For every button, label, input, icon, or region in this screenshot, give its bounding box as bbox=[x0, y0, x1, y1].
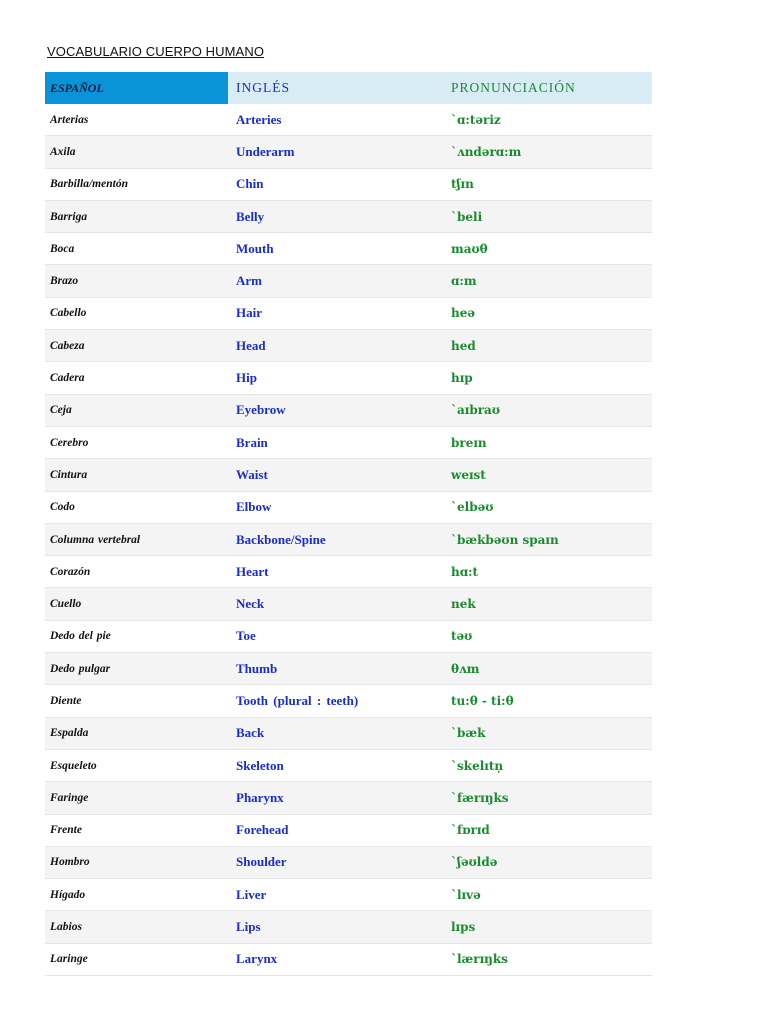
pronunciation: ˋfærɪŋks bbox=[441, 782, 652, 814]
pronunciation: hɪp bbox=[441, 362, 652, 394]
pronunciation: breɪn bbox=[441, 426, 652, 458]
spanish-word: Cuello bbox=[45, 588, 228, 620]
english-word: Neck bbox=[228, 588, 441, 620]
english-word: Skeleton bbox=[228, 749, 441, 781]
table-row bbox=[45, 136, 652, 168]
pronunciation: θʌm bbox=[441, 653, 652, 685]
spanish-word: Hombro bbox=[45, 846, 228, 878]
english-word: Brain bbox=[228, 426, 441, 458]
spanish-word: Cadera bbox=[45, 362, 228, 394]
pronunciation: hɑ:t bbox=[441, 556, 652, 588]
header-spanish: ESPAÑOL bbox=[45, 72, 228, 104]
pronunciation: ˋskelɪtn̩ bbox=[441, 749, 652, 781]
table-row bbox=[45, 491, 652, 523]
english-word: Shoulder bbox=[228, 846, 441, 878]
pronunciation: ˋlærɪŋks bbox=[441, 943, 652, 975]
pronunciation: tu:θ - ti:θ bbox=[441, 685, 652, 717]
pronunciation: ˋɑ:təriz bbox=[441, 104, 652, 136]
table-body bbox=[45, 104, 652, 976]
document-title: VOCABULARIO CUERPO HUMANO bbox=[47, 44, 265, 59]
pronunciation: lɪps bbox=[441, 911, 652, 943]
english-word: Forehead bbox=[228, 814, 441, 846]
pronunciation: weɪst bbox=[441, 459, 652, 491]
english-word: Arm bbox=[228, 265, 441, 297]
english-word: Underarm bbox=[228, 136, 441, 168]
english-word: Hip bbox=[228, 362, 441, 394]
pronunciation: ɑ:m bbox=[441, 265, 652, 297]
header-pronunciation: PRONUNCIACIÓN bbox=[441, 72, 652, 104]
table-row bbox=[45, 943, 652, 975]
table-row bbox=[45, 717, 652, 749]
spanish-word: Dedo pulgar bbox=[45, 653, 228, 685]
spanish-word: Frente bbox=[45, 814, 228, 846]
spanish-word: Laringe bbox=[45, 943, 228, 975]
spanish-word: Cerebro bbox=[45, 426, 228, 458]
pronunciation: ˋʌndərɑ:m bbox=[441, 136, 652, 168]
table-row bbox=[45, 362, 652, 394]
table-row bbox=[45, 653, 652, 685]
table-row bbox=[45, 265, 652, 297]
table-row bbox=[45, 911, 652, 943]
spanish-word: Barbilla/mentón bbox=[45, 168, 228, 200]
table-row bbox=[45, 588, 652, 620]
table-row bbox=[45, 556, 652, 588]
pronunciation: nek bbox=[441, 588, 652, 620]
table-header-row bbox=[45, 72, 652, 104]
spanish-word: Columna vertebral bbox=[45, 523, 228, 555]
english-word: Thumb bbox=[228, 653, 441, 685]
pronunciation: ˋʃəʊldə bbox=[441, 846, 652, 878]
pronunciation: ˋelbəʊ bbox=[441, 491, 652, 523]
english-word: Tooth (plural : teeth) bbox=[228, 685, 441, 717]
pronunciation: tʃɪn bbox=[441, 168, 652, 200]
pronunciation: maʊθ bbox=[441, 233, 652, 265]
english-word: Back bbox=[228, 717, 441, 749]
table-row bbox=[45, 459, 652, 491]
english-word: Waist bbox=[228, 459, 441, 491]
spanish-word: Diente bbox=[45, 685, 228, 717]
pronunciation: ˋbækbəʊn spaɪn bbox=[441, 523, 652, 555]
english-word: Larynx bbox=[228, 943, 441, 975]
spanish-word: Cintura bbox=[45, 459, 228, 491]
table-row bbox=[45, 200, 652, 232]
english-word: Head bbox=[228, 330, 441, 362]
spanish-word: Esqueleto bbox=[45, 749, 228, 781]
english-word: Chin bbox=[228, 168, 441, 200]
pronunciation: hed bbox=[441, 330, 652, 362]
table-row bbox=[45, 394, 652, 426]
spanish-word: Axila bbox=[45, 136, 228, 168]
english-word: Hair bbox=[228, 297, 441, 329]
spanish-word: Faringe bbox=[45, 782, 228, 814]
table-row bbox=[45, 168, 652, 200]
spanish-word: Ceja bbox=[45, 394, 228, 426]
english-word: Elbow bbox=[228, 491, 441, 523]
pronunciation: ˋbæk bbox=[441, 717, 652, 749]
spanish-word: Brazo bbox=[45, 265, 228, 297]
english-word: Pharynx bbox=[228, 782, 441, 814]
spanish-word: Boca bbox=[45, 233, 228, 265]
table-row bbox=[45, 620, 652, 652]
english-word: Belly bbox=[228, 200, 441, 232]
spanish-word: Espalda bbox=[45, 717, 228, 749]
pronunciation: ˋbeli bbox=[441, 200, 652, 232]
english-word: Toe bbox=[228, 620, 441, 652]
spanish-word: Labios bbox=[45, 911, 228, 943]
spanish-word: Codo bbox=[45, 491, 228, 523]
spanish-word: Cabeza bbox=[45, 330, 228, 362]
table-row bbox=[45, 749, 652, 781]
table-row bbox=[45, 233, 652, 265]
vocabulary-table bbox=[45, 72, 652, 976]
table-row bbox=[45, 426, 652, 458]
spanish-word: Barriga bbox=[45, 200, 228, 232]
table-row bbox=[45, 846, 652, 878]
pronunciation: heə bbox=[441, 297, 652, 329]
pronunciation: ˋlɪvə bbox=[441, 879, 652, 911]
spanish-word: Hígado bbox=[45, 879, 228, 911]
english-word: Arteries bbox=[228, 104, 441, 136]
english-word: Lips bbox=[228, 911, 441, 943]
english-word: Backbone/Spine bbox=[228, 523, 441, 555]
english-word: Liver bbox=[228, 879, 441, 911]
pronunciation: ˋfɒrɪd bbox=[441, 814, 652, 846]
spanish-word: Cabello bbox=[45, 297, 228, 329]
header-english: INGLÉS bbox=[228, 72, 441, 104]
english-word: Mouth bbox=[228, 233, 441, 265]
english-word: Eyebrow bbox=[228, 394, 441, 426]
table-row bbox=[45, 814, 652, 846]
table-row bbox=[45, 104, 652, 136]
english-word: Heart bbox=[228, 556, 441, 588]
spanish-word: Dedo del pie bbox=[45, 620, 228, 652]
pronunciation: təʊ bbox=[441, 620, 652, 652]
table-row bbox=[45, 685, 652, 717]
table-row bbox=[45, 879, 652, 911]
pronunciation: ˋaɪbraʊ bbox=[441, 394, 652, 426]
table-row bbox=[45, 523, 652, 555]
table-row bbox=[45, 330, 652, 362]
spanish-word: Corazón bbox=[45, 556, 228, 588]
table-row bbox=[45, 782, 652, 814]
table-row bbox=[45, 297, 652, 329]
spanish-word: Arterias bbox=[45, 104, 228, 136]
